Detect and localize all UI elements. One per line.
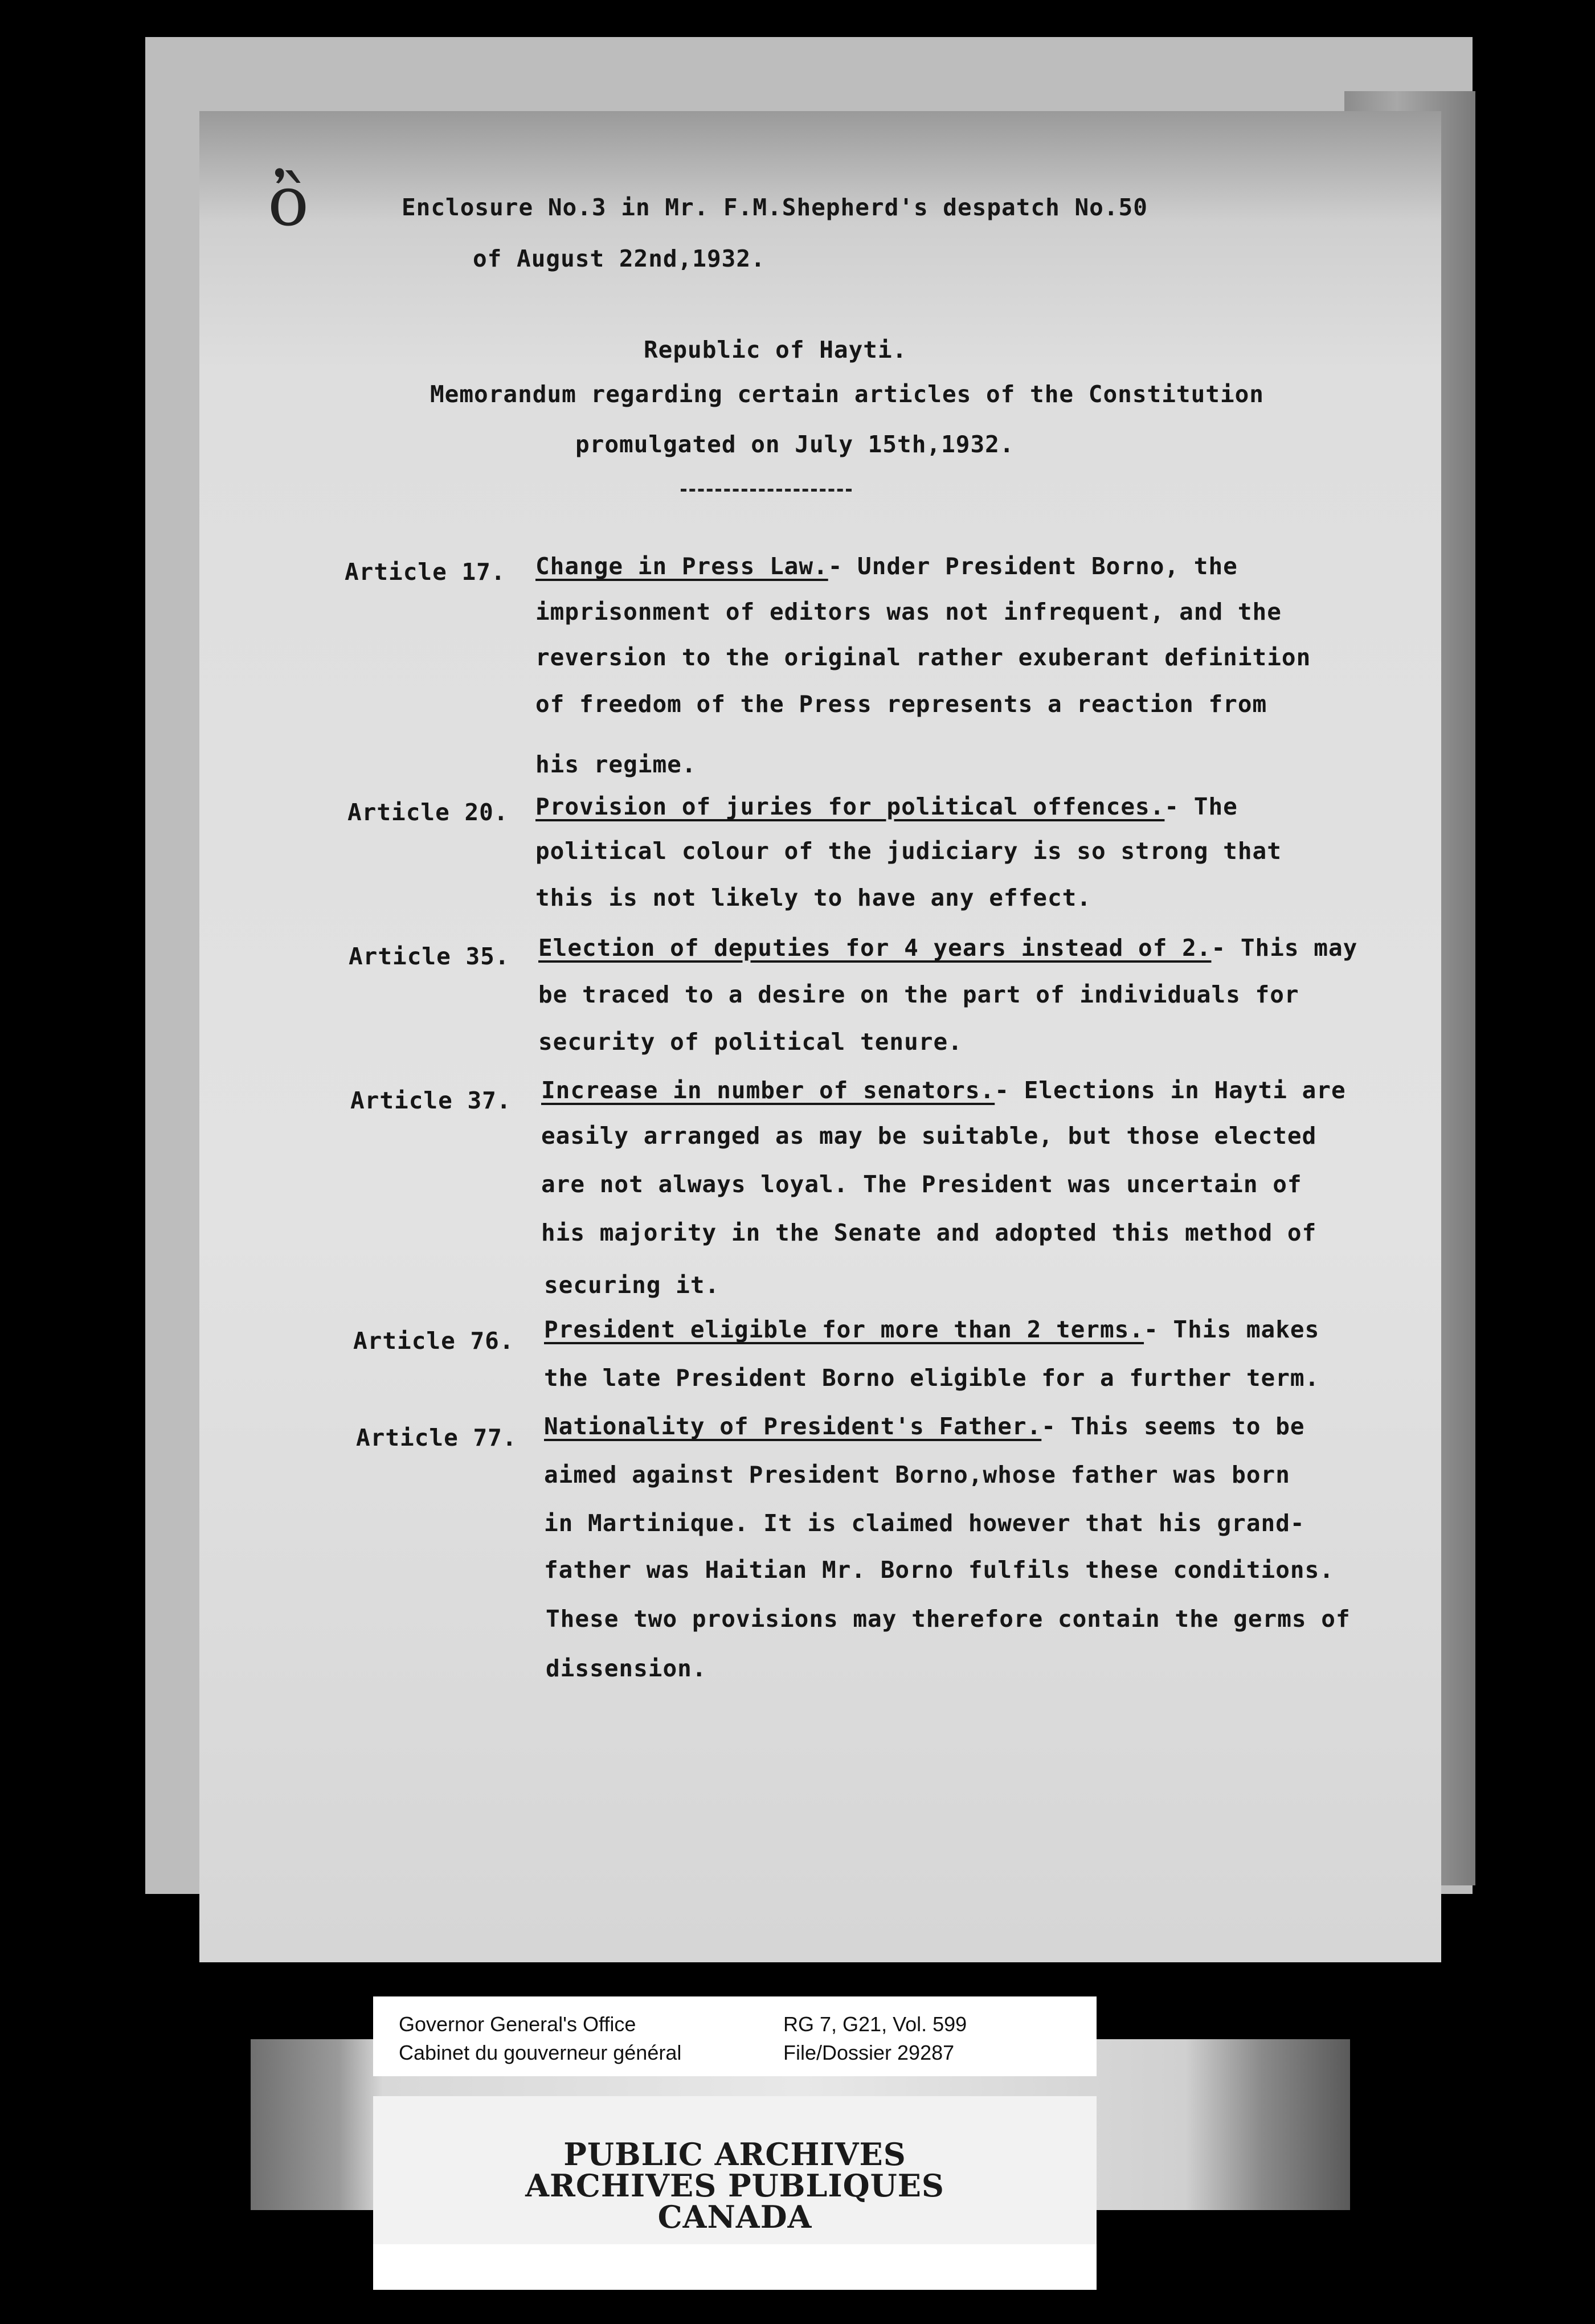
label-file: File/Dossier 29287: [783, 2041, 955, 2064]
article-line: this is not likely to have any effect.: [535, 884, 1091, 911]
article-label: Article 17.: [345, 558, 506, 586]
article-line: These two provisions may therefore contain the germs of: [546, 1605, 1351, 1632]
article-line: securing it.: [544, 1271, 720, 1299]
article-body: [541, 1077, 1346, 1104]
article-label: Article 20.: [347, 799, 509, 826]
stamp-line-1: PUBLIC ARCHIVES: [563, 2136, 906, 2172]
article-line: - Under President Borno, the: [828, 553, 1238, 580]
article-line: political colour of the judiciary is so strong that: [535, 837, 1282, 865]
article-line: are not always loyal. The President was uncertain of: [541, 1171, 1302, 1198]
article-line: - This makes: [1144, 1316, 1320, 1343]
article-heading: President eligible for more than 2 terms.: [544, 1316, 1144, 1343]
article-line: - This may: [1211, 934, 1358, 961]
article-heading: Nationality of President's Father.: [544, 1413, 1042, 1440]
article-body: [544, 1316, 1319, 1343]
article-line: imprisonment of editors was not infrequent, and the: [535, 598, 1282, 625]
title-line-3: promulgated on July 15th,1932.: [575, 431, 1015, 458]
article-label: Article 35.: [349, 943, 510, 970]
article-label: Article 76.: [353, 1327, 514, 1355]
article-line: reversion to the original rather exuberant definition: [535, 644, 1311, 671]
article-line: aimed against President Borno,whose father was born: [544, 1461, 1290, 1488]
article-line: in Martinique. It is claimed however that his grand-: [544, 1509, 1305, 1537]
article-heading: Provision of juries for political offences.: [535, 793, 1165, 820]
article-heading: Election of deputies for 4 years instead of 2.: [538, 934, 1212, 961]
title-line-2: Memorandum regarding certain articles of the Constitution: [430, 380, 1264, 408]
bottom-margin: [373, 2244, 1097, 2290]
article-body: [538, 934, 1357, 961]
article-body: [535, 793, 1238, 820]
article-line: his regime.: [535, 751, 697, 778]
title-line-1: Republic of Hayti.: [644, 336, 907, 363]
article-heading: Change in Press Law.: [535, 553, 828, 580]
article-line: his majority in the Senate and adopted this method of: [541, 1219, 1317, 1246]
article-label: Article 37.: [350, 1087, 512, 1114]
article-heading: Increase in number of senators.: [541, 1077, 995, 1104]
article-line: security of political tenure.: [538, 1028, 963, 1055]
article-line: of freedom of the Press represents a reaction from: [535, 690, 1267, 718]
article-line: - Elections in Hayti are: [995, 1077, 1346, 1104]
article-body: [535, 553, 1238, 580]
article-line: - This seems to be: [1041, 1413, 1305, 1440]
archive-stamp: [373, 2096, 1097, 2244]
article-line: - The: [1164, 793, 1238, 820]
article-line: the late President Borno eligible for a further term.: [544, 1364, 1320, 1392]
article-label: Article 77.: [356, 1424, 517, 1451]
article-line: be traced to a desire on the part of individuals for: [538, 981, 1299, 1008]
label-office-en: Governor General's Office: [399, 2012, 636, 2036]
heading-line-2: of August 22nd,1932.: [473, 245, 766, 272]
heading-line-1: Enclosure No.3 in Mr. F.M.Shepherd's despatch No.50: [402, 194, 1148, 221]
archive-label: [373, 1996, 1097, 2076]
separator: [681, 489, 852, 492]
stamp-line-2: ARCHIVES PUBLIQUES: [525, 2167, 944, 2204]
article-line: dissension.: [546, 1655, 707, 1682]
corner-mark: ὂ: [268, 162, 309, 242]
label-reference: RG 7, G21, Vol. 599: [783, 2012, 967, 2036]
label-office-fr: Cabinet du gouverneur général: [399, 2041, 682, 2064]
article-line: easily arranged as may be suitable, but those elected: [541, 1122, 1317, 1149]
article-body: [544, 1413, 1305, 1440]
article-line: father was Haitian Mr. Borno fulfils these conditions.: [544, 1556, 1334, 1584]
stamp-line-3: CANADA: [657, 2199, 812, 2235]
